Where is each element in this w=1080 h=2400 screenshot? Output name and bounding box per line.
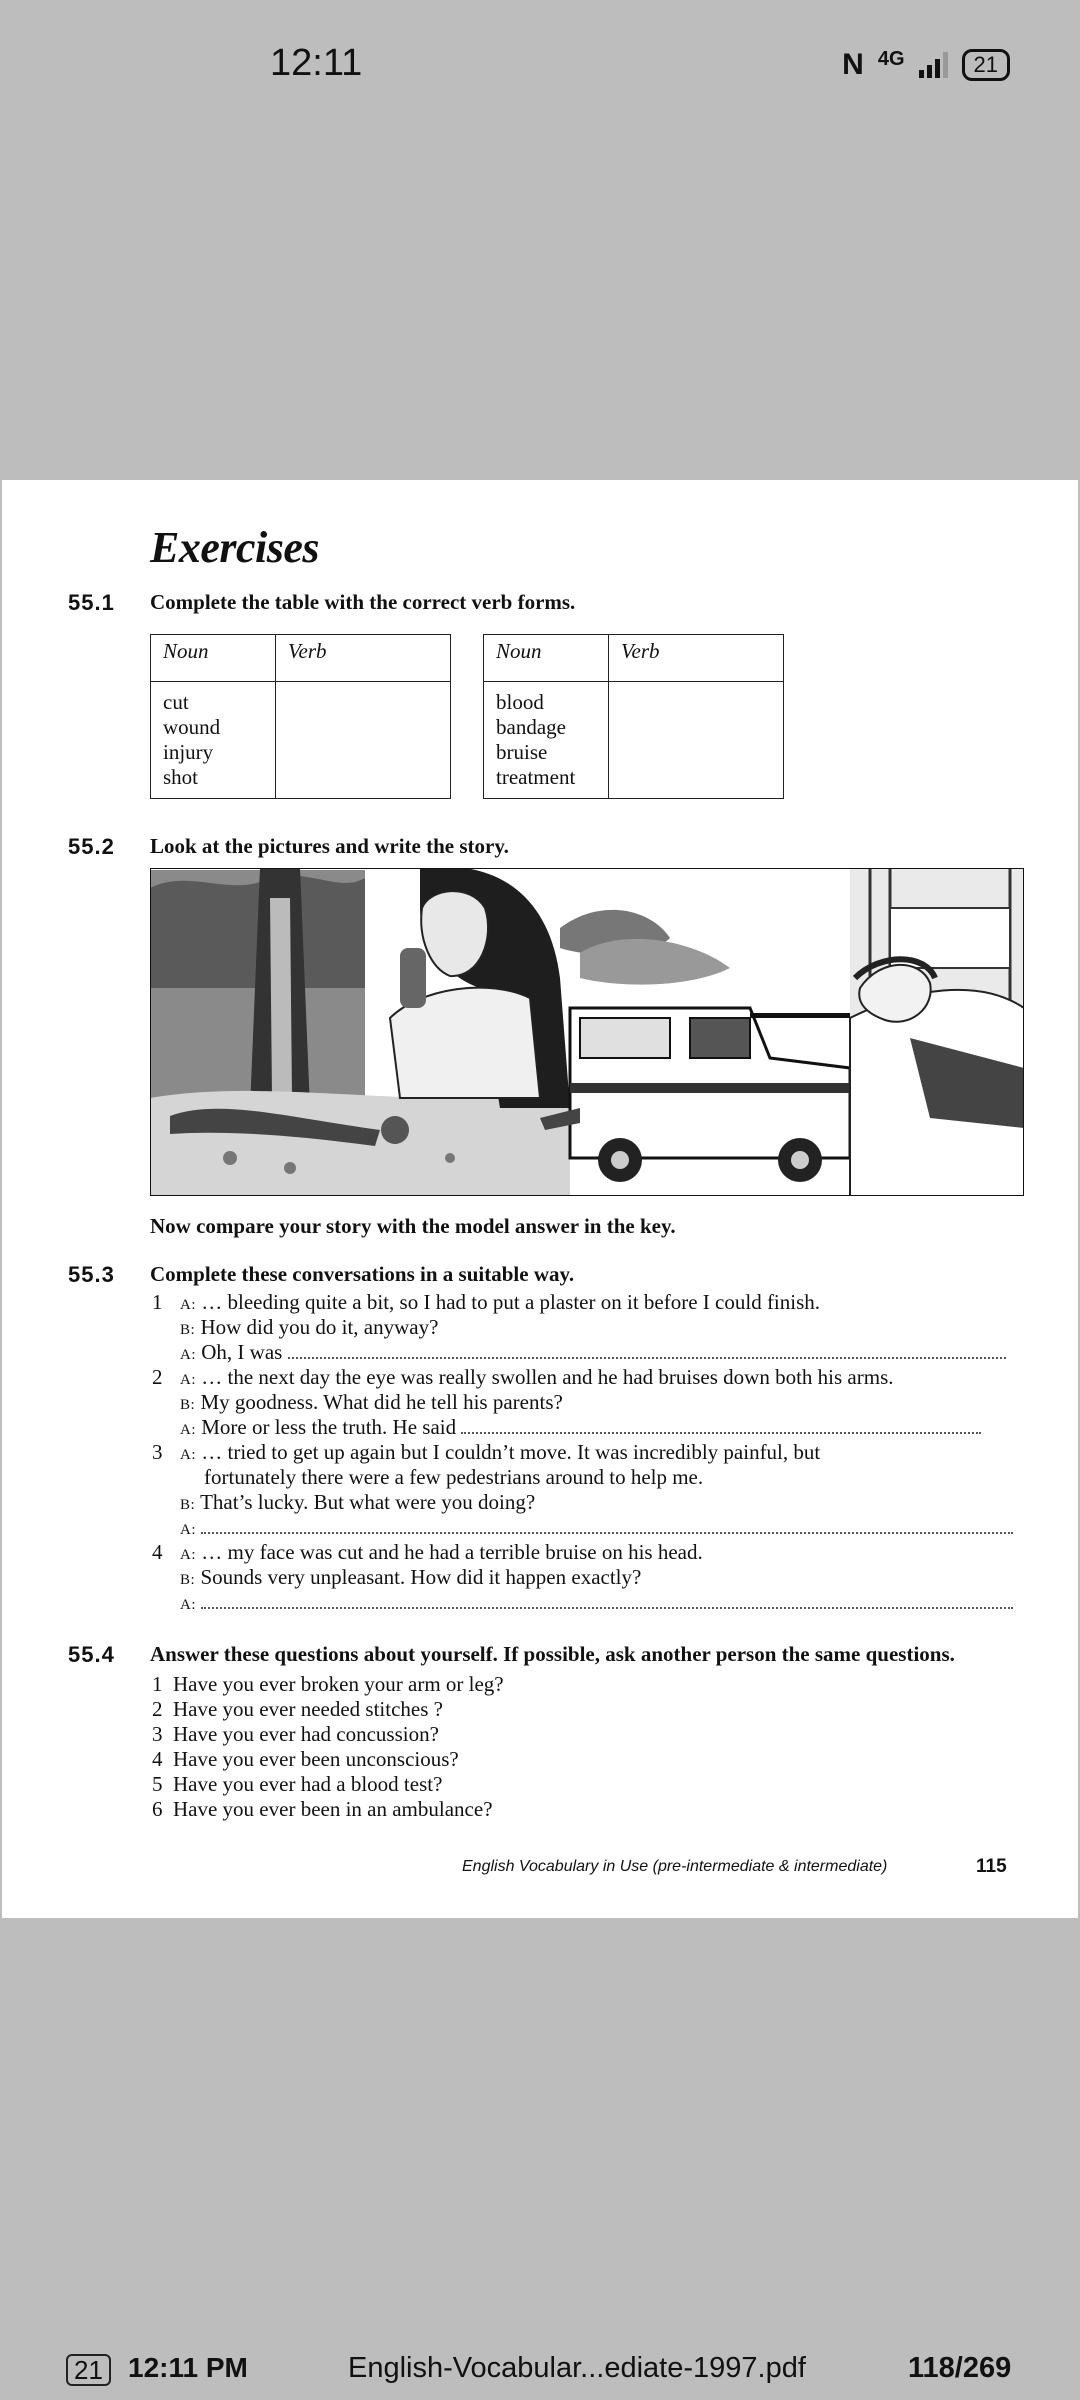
table-cell: injury <box>163 740 214 764</box>
line-text: That’s lucky. But what were you doing? <box>200 1490 536 1514</box>
conversation-line <box>180 1390 563 1415</box>
verb-answer-cell <box>276 682 451 799</box>
conversation-line <box>180 1415 981 1440</box>
file-name[interactable]: English-Vocabular...ediate-1997.pdf <box>348 2352 806 2384</box>
question-item <box>152 1772 442 1797</box>
nfc-icon: N <box>842 48 864 81</box>
question-number: 6 <box>152 1797 163 1821</box>
conversation-line <box>180 1515 1013 1540</box>
question-text: Have you ever had a blood test? <box>173 1772 443 1796</box>
speaker-label: B: <box>180 1497 196 1513</box>
question-item <box>152 1747 459 1772</box>
line-text: … the next day the eye was really swollen and he had bruises down both his arms. <box>201 1365 894 1389</box>
notification-badge: 21 <box>66 2354 111 2386</box>
conversation-line <box>180 1365 894 1390</box>
network-type-icon: 4G <box>877 47 905 70</box>
speaker-label: B: <box>180 1397 196 1413</box>
question-text: Have you ever broken your arm or leg? <box>173 1672 504 1696</box>
speaker-label: A: <box>180 1547 196 1563</box>
compare-instruction: Now compare your story with the model answer in the key. <box>150 1214 676 1238</box>
status-time: 12:11 <box>270 42 363 84</box>
page-number-footer: 115 <box>976 1856 1007 1877</box>
speaker-label: A: <box>180 1522 196 1538</box>
noun-list <box>484 682 609 799</box>
speaker-label: A: <box>180 1297 196 1313</box>
table-cell: bruise <box>496 740 548 764</box>
conversation-line <box>180 1565 641 1590</box>
table-cell: cut <box>163 690 189 714</box>
conversation-line: fortunately there were a few pedestrians around to help me. <box>204 1465 704 1489</box>
speaker-label: A: <box>180 1422 196 1438</box>
signal-icon <box>919 52 948 78</box>
conversation-line <box>180 1340 1006 1365</box>
section-number-55-2: 55.2 <box>68 834 115 859</box>
conversation-number: 2 <box>152 1365 163 1389</box>
speaker-label: B: <box>180 1572 196 1588</box>
section-instruction-55-1: Complete the table with the correct verb forms. <box>150 590 576 614</box>
question-text: Have you ever needed stitches ? <box>173 1697 443 1721</box>
line-text: More or less the truth. He said <box>201 1415 457 1439</box>
question-number: 3 <box>152 1722 163 1746</box>
line-text: Sounds very unpleasant. How did it happen exactly? <box>200 1565 642 1589</box>
table-header-noun: Noun <box>151 635 276 682</box>
speaker-label: A: <box>180 1597 196 1613</box>
line-text: How did you do it, anyway? <box>200 1315 439 1339</box>
section-number-55-4: 55.4 <box>68 1642 115 1667</box>
story-illustration <box>150 868 1024 1196</box>
question-text: Have you ever had concussion? <box>173 1722 439 1746</box>
question-text: Have you ever been in an ambulance? <box>173 1797 493 1821</box>
line-text: … my face was cut and he had a terrible bruise on his head. <box>201 1540 703 1564</box>
reader-bottom-bar <box>0 2350 1080 2390</box>
table-cell: bandage <box>496 715 566 739</box>
verb-table-right <box>483 634 784 799</box>
conversation-line <box>180 1490 535 1515</box>
answer-blank <box>201 1593 1013 1609</box>
line-text: Oh, I was <box>201 1340 283 1364</box>
conversation-line <box>180 1590 1013 1615</box>
line-text: … tried to get up again but I couldn’t move. It was incredibly painful, but <box>201 1440 821 1464</box>
verb-answer-cell <box>609 682 784 799</box>
answer-blank <box>201 1518 1013 1534</box>
speaker-label: A: <box>180 1447 196 1463</box>
line-text: My goodness. What did he tell his parents? <box>200 1390 563 1414</box>
pdf-page[interactable] <box>2 480 1078 1918</box>
line-text: … bleeding quite a bit, so I had to put a plaster on it before I could finish. <box>201 1290 821 1314</box>
table-header-noun: Noun <box>484 635 609 682</box>
table-cell: shot <box>163 765 199 789</box>
question-item <box>152 1722 439 1747</box>
section-number-55-3: 55.3 <box>68 1262 115 1287</box>
conversation-number: 1 <box>152 1290 163 1314</box>
section-number-55-1: 55.1 <box>68 590 115 615</box>
conversation-number: 4 <box>152 1540 163 1564</box>
book-title-footer: English Vocabulary in Use (pre-intermediate & intermediate) <box>462 1858 888 1875</box>
question-number: 2 <box>152 1697 163 1721</box>
answer-blank <box>288 1343 1006 1359</box>
question-item <box>152 1697 443 1722</box>
answer-blank <box>461 1418 981 1434</box>
battery-icon: 21 <box>962 49 1010 81</box>
conversation-line <box>180 1315 438 1340</box>
verb-table-left <box>150 634 451 799</box>
question-number: 4 <box>152 1747 163 1771</box>
conversation-line <box>180 1440 820 1465</box>
question-item <box>152 1672 504 1697</box>
question-number: 5 <box>152 1772 163 1796</box>
speaker-label: A: <box>180 1372 196 1388</box>
section-instruction-55-2: Look at the pictures and write the story. <box>150 834 509 858</box>
noun-list <box>151 682 276 799</box>
table-cell: blood <box>496 690 544 714</box>
table-header-verb: Verb <box>609 635 784 682</box>
speaker-label: A: <box>180 1347 196 1363</box>
section-instruction-55-4: Answer these questions about yourself. If possible, ask another person the same questions. <box>150 1642 955 1666</box>
section-instruction-55-3: Complete these conversations in a suitable way. <box>150 1262 575 1286</box>
table-cell: wound <box>163 715 221 739</box>
page-indicator[interactable]: 118/269 <box>908 2352 1012 2384</box>
table-cell: treatment <box>496 765 576 789</box>
conversation-line <box>180 1290 820 1315</box>
status-icons <box>842 48 1010 82</box>
conversation-line <box>180 1540 703 1565</box>
speaker-label: B: <box>180 1322 196 1338</box>
bottom-time: 12:11 PM <box>128 2352 248 2383</box>
question-number: 1 <box>152 1672 163 1696</box>
question-item <box>152 1797 493 1822</box>
table-header-verb: Verb <box>276 635 451 682</box>
conversation-number: 3 <box>152 1440 163 1464</box>
page-title: Exercises <box>150 523 320 572</box>
question-text: Have you ever been unconscious? <box>173 1747 459 1771</box>
